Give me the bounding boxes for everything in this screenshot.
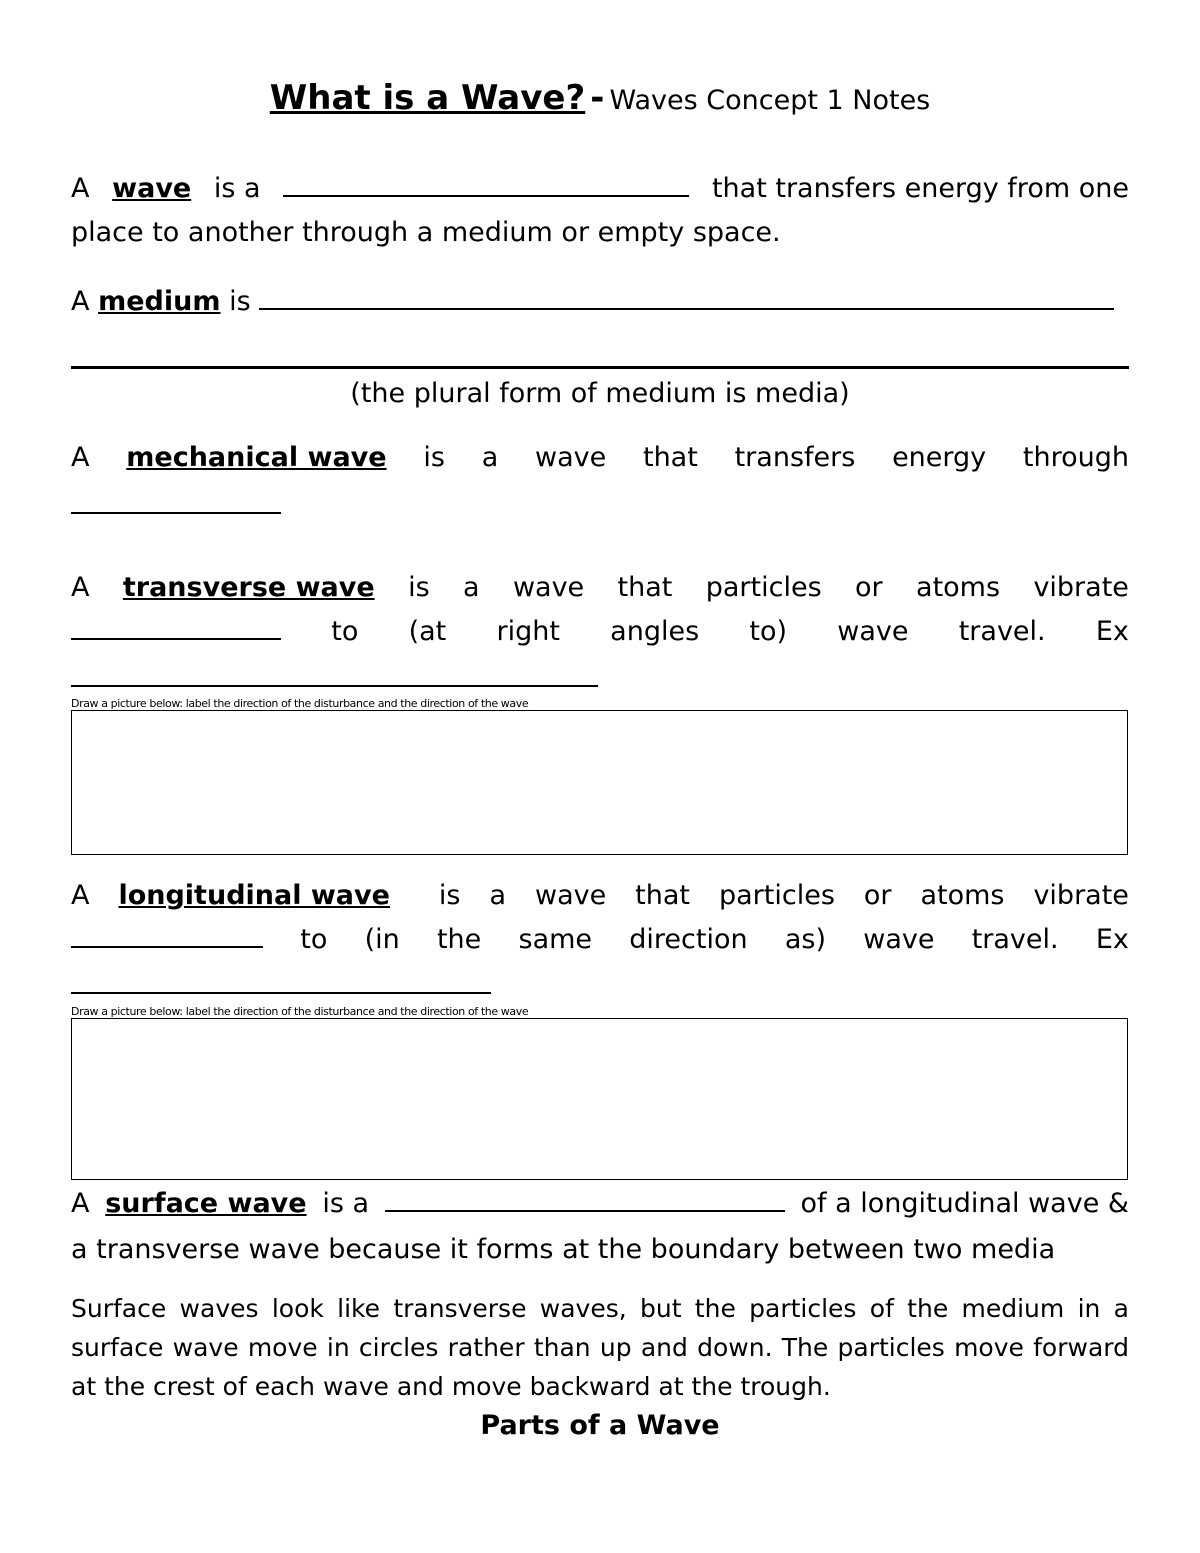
mechanical-word: transfers bbox=[734, 442, 856, 473]
surface-wave-paragraph: Surface waves look like transverse waves, but the particles of the medium in a surface wave move in circles rather than up and down. The particles move forward at the crest of each wave and move backward at the trough. bbox=[71, 1294, 1129, 1401]
longitudinal-word: atoms bbox=[920, 880, 1005, 911]
wave-definition-line2: place to another through a medium or empty space. bbox=[71, 217, 781, 248]
transverse-drawing-caption: Draw a picture below: label the direction of the disturbance and the direction of the wave bbox=[71, 697, 529, 710]
wave-definition-line1 bbox=[71, 171, 1129, 207]
mechanical-definition-line1 bbox=[71, 440, 1129, 476]
longitudinal-drawing-box[interactable] bbox=[71, 1018, 1128, 1180]
parts-of-a-wave-heading: Parts of a Wave bbox=[480, 1410, 720, 1441]
surface-is-a: is a bbox=[322, 1188, 370, 1219]
mechanical-term: mechanical wave bbox=[126, 442, 387, 473]
mechanical-word: that bbox=[642, 442, 698, 473]
transverse-blank[interactable] bbox=[71, 616, 281, 640]
mechanical-word: A bbox=[71, 442, 90, 473]
longitudinal-word: that bbox=[635, 880, 691, 911]
transverse-word: (at bbox=[408, 616, 447, 647]
medium-definition-line1 bbox=[71, 284, 1129, 320]
longitudinal-word: wave bbox=[534, 880, 607, 911]
transverse-word: angles bbox=[610, 616, 700, 647]
transverse-word: particles bbox=[705, 572, 822, 603]
mechanical-word: through bbox=[1022, 442, 1129, 473]
wave-is-a: is a bbox=[213, 173, 261, 204]
transverse-word: A bbox=[71, 572, 90, 603]
transverse-word: atoms bbox=[916, 572, 1001, 603]
longitudinal-drawing-caption: Draw a picture below: label the direction of the disturbance and the direction of the wave bbox=[71, 1005, 529, 1018]
longitudinal-word: travel. bbox=[971, 924, 1059, 955]
transverse-word: wave bbox=[837, 616, 909, 647]
surface-definition-line1 bbox=[71, 1186, 1129, 1222]
longitudinal-word: same bbox=[518, 924, 593, 955]
title-dash: - bbox=[590, 78, 605, 118]
mechanical-blank[interactable] bbox=[71, 512, 281, 514]
surface-definition-line2: a transverse wave because it forms at the boundary between two media bbox=[71, 1234, 1056, 1265]
transverse-drawing-box[interactable] bbox=[71, 710, 1128, 855]
transverse-word: Ex bbox=[1095, 616, 1129, 647]
transverse-term: transverse wave bbox=[122, 572, 375, 603]
longitudinal-word: (in bbox=[364, 924, 400, 955]
mechanical-word: a bbox=[481, 442, 499, 473]
title-subtitle: Waves Concept 1 Notes bbox=[609, 85, 931, 116]
wave-term: wave bbox=[112, 173, 192, 204]
transverse-word: to bbox=[331, 616, 359, 647]
wave-definition-rest: that transfers energy from one bbox=[711, 173, 1129, 204]
medium-plural-note: (the plural form of medium is media) bbox=[350, 378, 850, 409]
surface-term: surface wave bbox=[105, 1188, 307, 1219]
transverse-word: travel. bbox=[958, 616, 1046, 647]
longitudinal-definition-line1 bbox=[71, 878, 1129, 914]
longitudinal-word: to bbox=[300, 924, 328, 955]
longitudinal-blank[interactable] bbox=[71, 924, 263, 948]
longitudinal-word: Ex bbox=[1095, 924, 1129, 955]
longitudinal-word: wave bbox=[863, 924, 935, 955]
mechanical-word: wave bbox=[535, 442, 607, 473]
mechanical-word: energy bbox=[892, 442, 987, 473]
transverse-word: or bbox=[855, 572, 883, 603]
longitudinal-word: A bbox=[71, 880, 90, 911]
surface-blank[interactable] bbox=[385, 1188, 785, 1212]
longitudinal-definition-line2 bbox=[71, 922, 1129, 958]
longitudinal-word: direction bbox=[629, 924, 748, 955]
surface-article: A bbox=[71, 1188, 90, 1219]
longitudinal-word: the bbox=[436, 924, 482, 955]
wave-blank[interactable] bbox=[283, 173, 689, 197]
longitudinal-word: is bbox=[438, 880, 461, 911]
transverse-word: is bbox=[408, 572, 430, 603]
longitudinal-word: as) bbox=[784, 924, 826, 955]
transverse-word: right bbox=[496, 616, 560, 647]
transverse-word: that bbox=[617, 572, 673, 603]
medium-article: A bbox=[71, 286, 90, 317]
surface-definition-rest: of a longitudinal wave & bbox=[800, 1188, 1129, 1219]
transverse-word: vibrate bbox=[1033, 572, 1129, 603]
mechanical-word: is bbox=[423, 442, 445, 473]
transverse-word: wave bbox=[512, 572, 585, 603]
medium-blank-1[interactable] bbox=[259, 286, 1114, 310]
transverse-word: to) bbox=[749, 616, 788, 647]
medium-is: is bbox=[229, 286, 251, 317]
longitudinal-word: vibrate bbox=[1033, 880, 1129, 911]
medium-term: medium bbox=[98, 286, 221, 317]
longitudinal-word: a bbox=[489, 880, 507, 911]
longitudinal-example-blank[interactable] bbox=[71, 992, 491, 994]
transverse-example-blank[interactable] bbox=[71, 685, 598, 687]
title-main: What is a Wave? bbox=[269, 78, 586, 118]
transverse-definition-line1 bbox=[71, 570, 1129, 606]
transverse-definition-line2 bbox=[71, 614, 1129, 650]
longitudinal-word: particles bbox=[718, 880, 835, 911]
longitudinal-word: or bbox=[863, 880, 892, 911]
page-title bbox=[0, 78, 1200, 118]
medium-blank-2[interactable] bbox=[71, 366, 1129, 369]
longitudinal-term: longitudinal wave bbox=[118, 880, 390, 911]
transverse-word: a bbox=[463, 572, 480, 603]
wave-article: A bbox=[71, 173, 90, 204]
